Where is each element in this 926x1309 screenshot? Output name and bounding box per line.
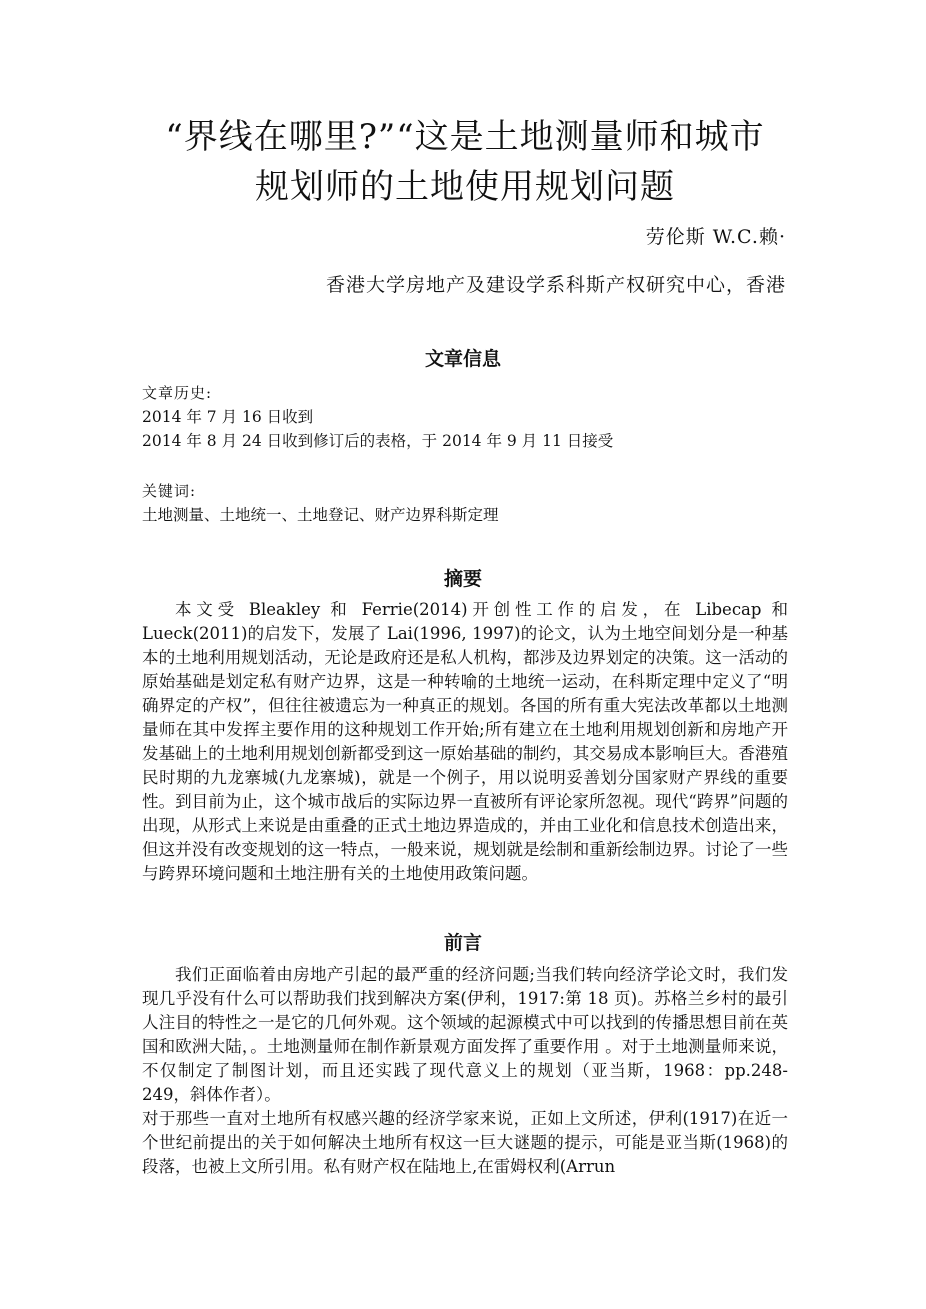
keywords-label: 关键词: (142, 482, 197, 500)
article-history (142, 381, 802, 453)
revised-accepted-date: 2014 年 8 月 24 日收到修订后的表格，于 2014 年 9 月 11 日接受 (142, 432, 614, 450)
paper-title (120, 112, 810, 212)
author-name: 劳伦斯 W.C.赖· (645, 226, 786, 248)
history-label: 文章历史: (142, 384, 213, 402)
abstract-heading: 摘要 (443, 568, 482, 590)
keywords-list: 土地测量、土地统一、土地登记、财产边界科斯定理 (142, 506, 499, 524)
abstract-paragraph: 本文受 Bleakley 和 Ferrie(2014)开创性工作的启发，在 Libecap 和 Lueck(2011)的启发下，发展了 Lai(1996, 1997)的论文，认为土地空间划分是一种基本的土地利用规划活动，无论是政府还是私人机构，都涉及边界划定的决策。这一活动的原始基础是划定私有财产边界，这是一种转喻的土地统一运动，在科斯定理中定义了“明确界定的产权”，但往往被遗忘为一种真正的规划。各国的所有重大宪法改革都以土地测量师在其中发挥主要作用的这种规划工作开始;所有建立在土地利用规划创新和房地产开发基础上的土地利用规划创新都受到这一原始基础的制约，其交易成本影响巨大。香港殖民时期的九龙寨城(九龙寨城)，就是一个例子，用以说明妥善划分国家财产界线的重要性。到目前为止，这个城市战后的实际边界一直被所有评论家所忽视。现代“跨界”问题的出现，从形式上来说是由重叠的正式土地边界造成的，并由工业化和信息技术创造出来，但这并没有改变规划的这一特点，一般来说，规划就是绘制和重新绘制边界。讨论了一些与跨界环境问题和土地注册有关的土地使用政策问题。 (142, 600, 788, 883)
article-info-heading: 文章信息 (424, 348, 501, 370)
received-date: 2014 年 7 月 16 日收到 (142, 408, 314, 426)
preface-body (142, 963, 788, 1179)
abstract-body (142, 598, 788, 886)
preface-heading: 前言 (443, 932, 482, 954)
title-line-1: “界线在哪里?”“这是土地测量师和城市 (165, 117, 765, 157)
author-affiliation: 香港大学房地产及建设学系科斯产权研究中心，香港 (325, 274, 786, 296)
keywords-block (142, 479, 802, 527)
preface-paragraph-2: 对于那些一直对土地所有权感兴趣的经济学家来说，正如上文所述，伊利(1917)在近一个世纪前提出的关于如何解决土地所有权这一巨大谜题的提示，可能是亚当斯(1968)的段落，也被上文所引用。私有财产权在陆地上,在雷姆权利(Arrun (142, 1109, 788, 1176)
preface-paragraph-1: 我们正面临着由房地产引起的最严重的经济问题;当我们转向经济学论文时，我们发现几乎没有什么可以帮助我们找到解决方案(伊利，1917:第 18 页)。苏格兰乡村的最引人注目的特性之一是它的几何外观。这个领域的起源模式中可以找到的传播思想目前在英国和欧洲大陆，。土地测量师在制作新景观方面发挥了重要作用 。对于土地测量师来说，不仅制定了制图计划，而且还实践了现代意义上的规划（亚当斯，1968：pp.248-249，斜体作者）。 (142, 965, 788, 1104)
title-line-2: 规划师的土地使用规划问题 (255, 167, 675, 207)
